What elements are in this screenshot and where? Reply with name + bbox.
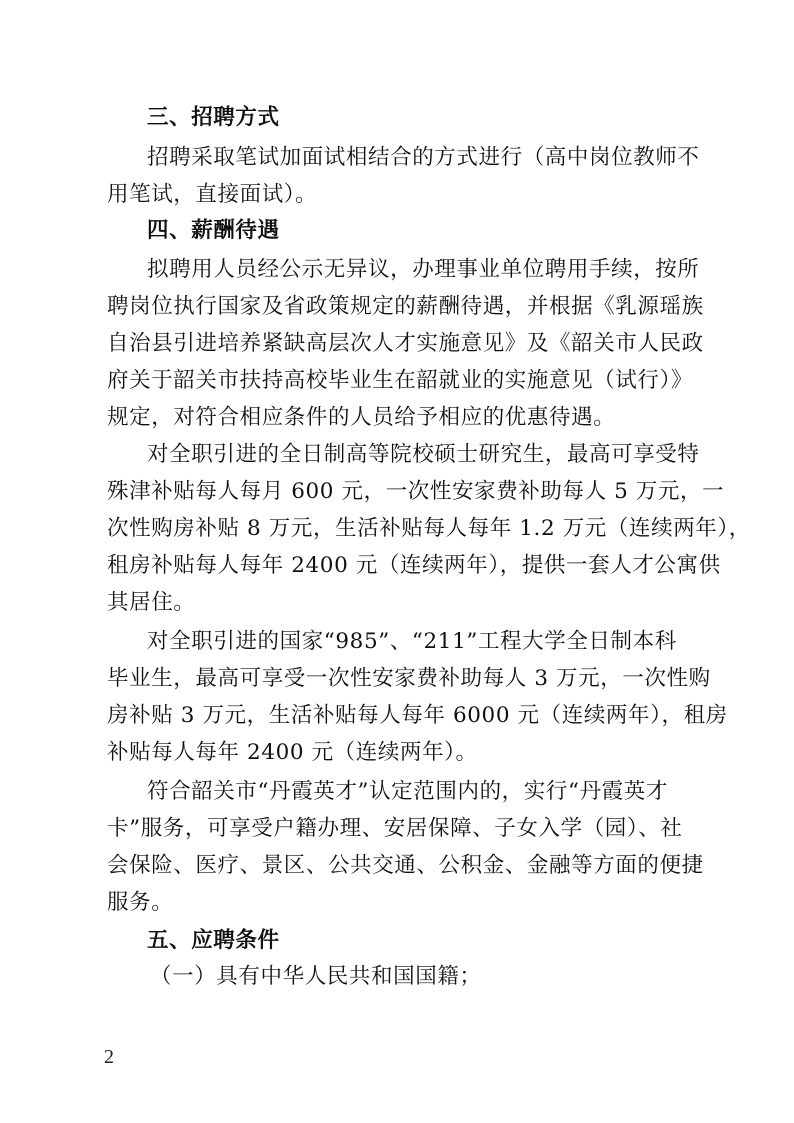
paragraph-line: 其居住。: [107, 590, 196, 615]
paragraph-line: 租房补贴每人每年 2400 元（连续两年），提供一套人才公寓供: [107, 553, 721, 578]
paragraph-line: 招聘采取笔试加面试相结合的方式进行（高中岗位教师不: [147, 145, 700, 170]
page-number: 2: [104, 1046, 114, 1068]
paragraph-line: 服务。: [107, 890, 174, 915]
section-heading-requirements: 五、应聘条件: [147, 928, 280, 953]
paragraph-line: 殊津补贴每人每月 600 元，一次性安家费补助每人 5 万元，一: [107, 479, 725, 504]
paragraph-line: 自治县引进培养紧缺高层次人才实施意见》及《韶关市人民政: [107, 331, 704, 356]
paragraph-line: 卡”服务，可享受户籍办理、安居保障、子女入学（园）、社: [107, 816, 683, 841]
paragraph-line: 会保险、医疗、景区、公共交通、公积金、金融等方面的便捷: [107, 853, 704, 878]
paragraph-line: 补贴每人每年 2400 元（连续两年）。: [107, 740, 478, 765]
paragraph-line: 符合韶关市“丹霞英才”认定范围内的，实行“丹霞英才: [147, 779, 668, 804]
paragraph-line: 对全职引进的全日制高等院校硕士研究生，最高可享受特: [147, 442, 700, 467]
paragraph-line: 毕业生，最高可享受一次性安家费补助每人 3 万元，一次性购: [107, 666, 711, 691]
section-heading-salary: 四、薪酬待遇: [147, 218, 280, 243]
paragraph-line: 用笔试，直接面试）。: [107, 182, 318, 207]
paragraph-line: 拟聘用人员经公示无异议，办理事业单位聘用手续，按所: [147, 257, 700, 282]
paragraph-line: 次性购房补贴 8 万元，生活补贴每人每年 1.2 万元（连续两年），: [107, 516, 751, 541]
list-item: （一）具有中华人民共和国国籍；: [150, 964, 482, 989]
paragraph-line: 聘岗位执行国家及省政策规定的薪酬待遇，并根据《乳源瑶族: [107, 294, 704, 319]
paragraph-line: 对全职引进的国家“985”、“211”工程大学全日制本科: [147, 629, 677, 654]
paragraph-line: 房补贴 3 万元，生活补贴每人每年 6000 元（连续两年），租房: [107, 703, 728, 728]
paragraph-line: 规定，对符合相应条件的人员给予相应的优惠待遇。: [107, 405, 616, 430]
paragraph-line: 府关于韶关市扶持高校毕业生在韶就业的实施意见（试行）》: [107, 368, 693, 393]
section-heading-recruitment-method: 三、招聘方式: [147, 105, 280, 130]
